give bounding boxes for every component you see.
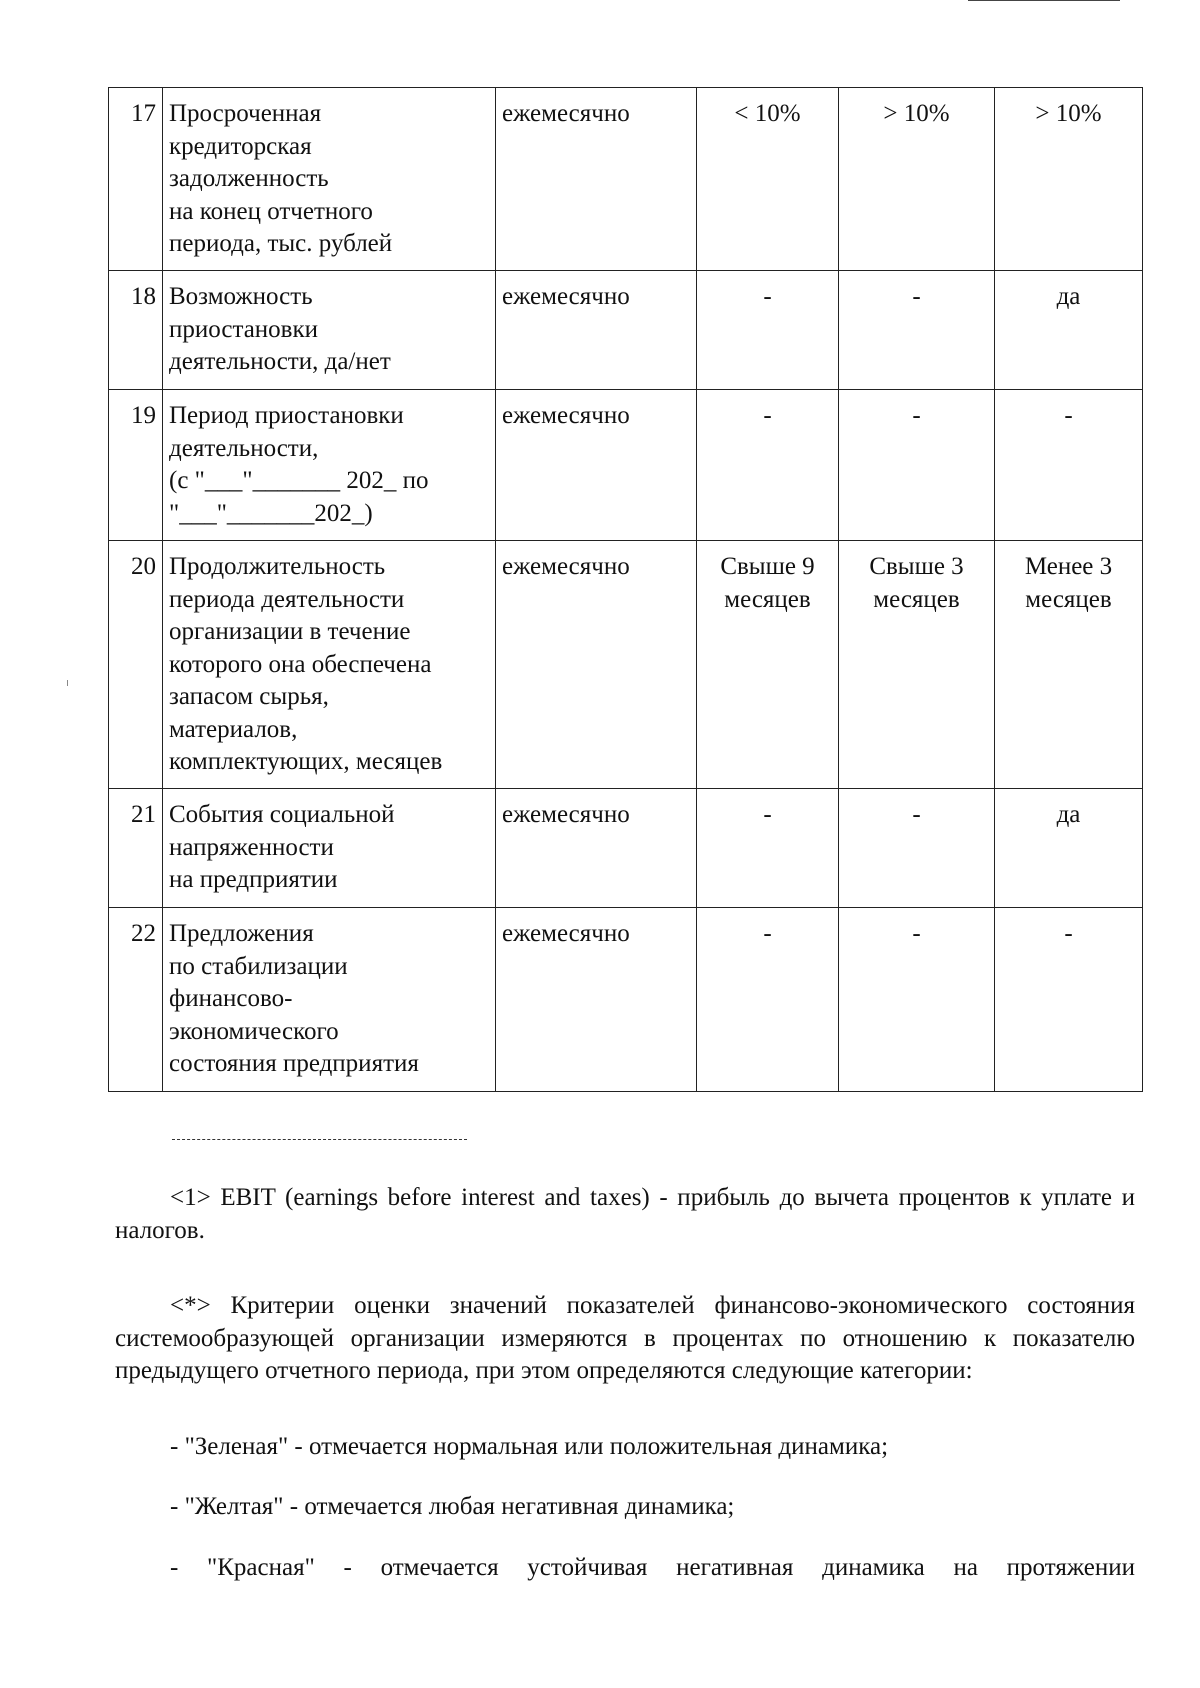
row-number: 20 — [109, 541, 163, 789]
table-row — [109, 88, 1143, 271]
indicator-name-line: Продолжительность — [169, 553, 386, 580]
yellow-criterion-line: - — [912, 283, 921, 310]
indicator-name-line: Просроченная — [169, 100, 322, 127]
row-number: 21 — [109, 789, 163, 908]
top-page-rule — [968, 0, 1120, 1]
criteria-footnote: <*> Критерии оценки значений показателей финансово-экономического состояния системообразующей организации измеряются в процентах по отношению к показателю предыдущего отчетного периода, при этом определяются следующие категории: — [115, 1292, 1135, 1384]
indicator-name-line: деятельности, — [169, 434, 319, 462]
category-yellow: - "Желтая" - отмечается любая негативная динамика; — [170, 1493, 735, 1520]
green-criterion — [697, 789, 839, 908]
yellow-criterion — [839, 541, 995, 789]
indicator-name-line: экономического — [169, 1017, 339, 1045]
reporting-frequency: ежемесячно — [496, 789, 697, 908]
indicator-name — [163, 390, 496, 541]
indicator-name-line: организации в течение — [169, 618, 411, 645]
indicator-name — [163, 789, 496, 908]
reporting-frequency: ежемесячно — [496, 88, 697, 271]
category-red: - "Красная" - отмечается устойчивая негативная динамика на протяжении — [170, 1554, 1135, 1581]
red-criterion-line: > 10% — [1035, 100, 1102, 127]
indicator-name — [163, 908, 496, 1092]
indicator-name-line: приостановки — [169, 315, 319, 343]
green-criterion — [697, 541, 839, 789]
row-number: 17 — [109, 88, 163, 271]
yellow-criterion-line: - — [912, 920, 921, 947]
yellow-criterion-line: - — [912, 402, 921, 429]
yellow-criterion-line: месяцев — [873, 585, 960, 613]
green-criterion-line: - — [763, 801, 772, 828]
indicator-name-line: периода, тыс. рублей — [169, 230, 393, 257]
table-row — [109, 271, 1143, 390]
green-criterion-line: < 10% — [734, 100, 801, 127]
red-criterion-line: да — [1056, 801, 1081, 828]
indicator-name-line: материалов, — [169, 715, 298, 743]
reporting-frequency: ежемесячно — [496, 390, 697, 541]
green-criterion-line: месяцев — [724, 585, 811, 613]
row-number: 19 — [109, 390, 163, 541]
indicator-name-line: задолженность — [169, 165, 329, 192]
indicator-name-line: финансово- — [169, 985, 293, 1012]
red-criterion — [995, 390, 1143, 541]
row-number: 18 — [109, 271, 163, 390]
indicator-name-line: Возможность — [169, 283, 313, 310]
red-criterion-line: да — [1056, 283, 1081, 310]
indicator-name-line: на предприятии — [169, 866, 338, 893]
indicator-name — [163, 88, 496, 271]
indicator-name-line: которого она обеспечена — [169, 650, 432, 678]
indicator-name-line: Предложения — [169, 920, 314, 947]
reporting-frequency: ежемесячно — [496, 271, 697, 390]
green-criterion — [697, 88, 839, 271]
scan-mark — [67, 680, 68, 686]
reporting-frequency: ежемесячно — [496, 541, 697, 789]
table-row — [109, 789, 1143, 908]
table-row — [109, 908, 1143, 1092]
green-criterion-line: - — [763, 283, 772, 310]
yellow-criterion — [839, 88, 995, 271]
indicator-name-line: комплектующих, месяцев — [169, 748, 443, 775]
yellow-criterion — [839, 908, 995, 1092]
category-green: - "Зеленая" - отмечается нормальная или положительная динамика; — [170, 1433, 889, 1460]
red-criterion — [995, 908, 1143, 1092]
indicator-name-line: на конец отчетного — [169, 197, 373, 225]
green-criterion — [697, 271, 839, 390]
yellow-criterion-line: Свыше 3 — [869, 553, 964, 580]
indicator-name — [163, 271, 496, 390]
green-criterion-line: - — [763, 920, 772, 947]
indicator-name-line: по стабилизации — [169, 952, 348, 980]
indicator-name-line: деятельности, да/нет — [169, 348, 391, 375]
green-criterion — [697, 908, 839, 1092]
indicator-name — [163, 541, 496, 789]
red-criterion — [995, 789, 1143, 908]
indicator-name-line: периода деятельности — [169, 585, 405, 613]
red-criterion-line: - — [1064, 920, 1073, 947]
reporting-frequency: ежемесячно — [496, 908, 697, 1092]
yellow-criterion-line: > 10% — [883, 100, 950, 127]
table-row — [109, 541, 1143, 789]
indicator-name-line: кредиторская — [169, 132, 312, 160]
red-criterion — [995, 541, 1143, 789]
indicator-name-line: События социальной — [169, 801, 395, 828]
yellow-criterion — [839, 271, 995, 390]
indicator-name-line: (с "___"_______ 202_ по — [169, 467, 429, 494]
yellow-criterion — [839, 390, 995, 541]
yellow-criterion — [839, 789, 995, 908]
red-criterion-line: месяцев — [1025, 585, 1112, 613]
table-row — [109, 390, 1143, 541]
red-criterion-line: - — [1064, 402, 1073, 429]
yellow-criterion-line: - — [912, 801, 921, 828]
indicator-name-line: "___"_______202_) — [169, 499, 373, 527]
indicator-name-line: запасом сырья, — [169, 683, 329, 710]
footnote-separator — [172, 1139, 467, 1140]
green-criterion — [697, 390, 839, 541]
red-criterion-line: Менее 3 — [1024, 553, 1113, 580]
green-criterion-line: Свыше 9 — [720, 553, 815, 580]
indicators-table — [108, 87, 1143, 1092]
row-number: 22 — [109, 908, 163, 1092]
indicator-name-line: состояния предприятия — [169, 1050, 419, 1077]
green-criterion-line: - — [763, 402, 772, 429]
indicator-name-line: Период приостановки — [169, 402, 404, 429]
ebit-footnote: <1> EBIT (earnings before interest and taxes) - прибыль до вычета процентов к уплате и налогов. — [115, 1184, 1135, 1244]
red-criterion — [995, 271, 1143, 390]
indicator-name-line: напряженности — [169, 833, 334, 861]
red-criterion — [995, 88, 1143, 271]
